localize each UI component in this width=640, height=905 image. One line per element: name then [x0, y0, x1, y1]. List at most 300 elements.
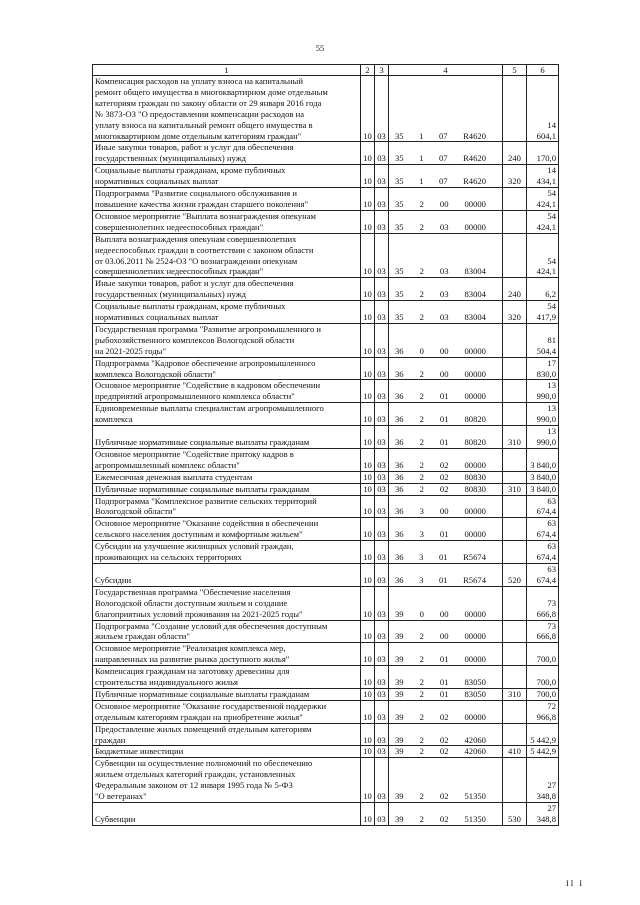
expense-type-code: 310 — [503, 483, 527, 495]
subsection-code: 03 — [375, 210, 389, 233]
subsection-code: 03 — [375, 563, 389, 586]
target-article-part: 2 — [419, 711, 424, 722]
target-article-part: 2 — [419, 221, 424, 232]
target-article-part: 3 — [419, 506, 424, 517]
target-article-code — [389, 301, 503, 324]
row-name-line: Публичные нормативные социальные выплаты гражданам — [95, 437, 310, 447]
expense-type-code — [503, 700, 527, 723]
subsection-code: 03 — [375, 323, 389, 357]
table-row — [93, 746, 559, 758]
target-article-part: 83050 — [464, 677, 486, 688]
row-name-line: Субвенции на осуществление полномочий по обеспечению — [95, 758, 313, 769]
target-article-code — [389, 471, 503, 483]
row-name-line: Компенсация гражданам на заготовку древесины для — [95, 666, 290, 677]
expense-type-code — [503, 471, 527, 483]
amount: 72 966,8 — [527, 700, 559, 723]
target-article-part: 2 — [419, 289, 424, 300]
row-name-line: на 2021-2025 годы" — [95, 345, 166, 356]
target-article-part: 2 — [419, 791, 424, 802]
subsection-code: 03 — [375, 586, 389, 620]
table-row — [93, 380, 559, 403]
target-article-part: 2 — [419, 414, 424, 425]
row-name-line: Основное мероприятие "Выплата вознаграждения опекунам — [95, 210, 316, 221]
target-article-part: 00000 — [464, 345, 486, 356]
amount: 27 348,8 — [527, 803, 559, 826]
target-article-parts — [391, 712, 500, 723]
page-number: 55 — [315, 43, 325, 53]
target-article-part: 02 — [439, 746, 449, 757]
row-name — [93, 746, 361, 758]
section-code: 10 — [361, 586, 375, 620]
row-name — [93, 666, 361, 689]
row-name-line: Субвенции — [95, 813, 136, 824]
expense-type-code — [503, 323, 527, 357]
table-row — [93, 142, 559, 165]
row-name — [93, 188, 361, 211]
target-article-code — [389, 495, 503, 518]
row-name — [93, 76, 361, 142]
row-name-line: государственных (муниципальных) нужд — [95, 289, 247, 300]
target-article-part: 2 — [419, 483, 424, 494]
target-article-parts — [391, 746, 500, 757]
row-name-line: Предоставление жилых помещений отдельным категориям — [95, 723, 312, 734]
target-article-parts — [391, 369, 500, 380]
target-article-part: 03 — [439, 312, 449, 323]
section-code: 10 — [361, 301, 375, 324]
row-name-line: Выплата вознаграждения опекунам совершеннолетних — [95, 233, 297, 244]
row-name — [93, 323, 361, 357]
amount: 3 840,0 — [527, 448, 559, 471]
target-article-part: 36 — [395, 459, 404, 470]
section-code: 10 — [361, 448, 375, 471]
table-row — [93, 483, 559, 495]
table-row — [93, 563, 559, 586]
row-name-line: Вологодской области доступным жильем и создание — [95, 597, 288, 608]
section-code: 10 — [361, 471, 375, 483]
target-article-part: 2 — [419, 312, 424, 323]
target-article-part: 3 — [419, 574, 424, 585]
target-article-part: 42060 — [464, 734, 486, 745]
target-article-code — [389, 518, 503, 541]
amount: 14 604,1 — [527, 76, 559, 142]
target-article-parts — [391, 484, 500, 495]
expense-type-code — [503, 210, 527, 233]
expense-type-code — [503, 643, 527, 666]
row-name-line: рыбохозяйственного комплексов Вологодской области — [95, 334, 295, 345]
row-name-line: предприятий агропромышленного комплекса области" — [95, 391, 295, 402]
target-article-part: 01 — [439, 529, 449, 540]
table-header-row — [93, 65, 559, 76]
row-name-line: Основное мероприятие "Содействие притоку кадров в — [95, 448, 294, 459]
target-article-part: 83004 — [464, 312, 486, 323]
section-code: 10 — [361, 563, 375, 586]
expense-type-code — [503, 403, 527, 426]
target-article-parts — [391, 814, 500, 825]
target-article-part: 36 — [395, 529, 404, 540]
target-article-part: 36 — [395, 552, 404, 563]
target-article-part: 07 — [438, 130, 448, 141]
expense-type-code: 320 — [503, 165, 527, 188]
row-name-line: граждан — [95, 734, 126, 745]
target-article-code — [389, 380, 503, 403]
amount: 3 840,0 — [527, 483, 559, 495]
target-article-code — [389, 403, 503, 426]
target-article-part: 39 — [395, 677, 404, 688]
target-article-part: 2 — [419, 734, 424, 745]
row-name-line: Иные закупки товаров, работ и услуг для обеспечения — [95, 142, 294, 153]
section-code: 10 — [361, 380, 375, 403]
target-article-part: 00000 — [464, 221, 486, 232]
target-article-parts — [391, 437, 500, 448]
target-article-code — [389, 758, 503, 803]
target-article-part: 3 — [419, 529, 424, 540]
section-code: 10 — [361, 483, 375, 495]
target-article-part: 2 — [419, 391, 424, 402]
target-article-part: 01 — [438, 574, 448, 585]
column-header-6: 6 — [527, 65, 559, 76]
row-name — [93, 563, 361, 586]
target-article-part: 35 — [395, 198, 404, 209]
row-name-line: Основное мероприятие "Оказание содействия в обеспечении — [95, 518, 319, 529]
subsection-code: 03 — [375, 142, 389, 165]
row-name-line: Единовременные выплаты специалистам агропромышленного — [95, 403, 324, 414]
subsection-code: 03 — [375, 380, 389, 403]
row-name-line: Вологодской области" — [95, 506, 177, 517]
target-article-part: 42060 — [464, 746, 486, 757]
row-name — [93, 471, 361, 483]
expense-type-code: 410 — [503, 746, 527, 758]
target-article-code — [389, 76, 503, 142]
row-name — [93, 448, 361, 471]
target-article-part: 07 — [438, 176, 448, 187]
target-article-part: 36 — [395, 471, 404, 482]
subsection-code: 03 — [375, 803, 389, 826]
subsection-code: 03 — [375, 620, 389, 643]
target-article-part: 00000 — [464, 631, 486, 642]
target-article-code — [389, 586, 503, 620]
target-article-code — [389, 233, 503, 278]
subsection-code: 03 — [375, 666, 389, 689]
subsection-code: 03 — [375, 471, 389, 483]
target-article-code — [389, 746, 503, 758]
table-row — [93, 403, 559, 426]
target-article-part: 02 — [439, 459, 449, 470]
subsection-code: 03 — [375, 541, 389, 564]
target-article-part: 00000 — [464, 654, 486, 665]
table-row — [93, 426, 559, 449]
target-article-parts — [391, 506, 500, 517]
row-name-line: комплекса — [95, 414, 133, 425]
target-article-part: 2 — [419, 654, 424, 665]
amount: 63 674,4 — [527, 563, 559, 586]
row-name-line: строительства индивидуального жилья — [95, 677, 238, 688]
expense-type-code — [503, 666, 527, 689]
section-code: 10 — [361, 278, 375, 301]
table-row — [93, 301, 559, 324]
target-article-code — [389, 803, 503, 826]
target-article-part: 00000 — [464, 608, 486, 619]
row-name — [93, 803, 361, 826]
table-row — [93, 666, 559, 689]
expense-type-code — [503, 448, 527, 471]
expense-type-code — [503, 723, 527, 746]
section-code: 10 — [361, 688, 375, 700]
target-article-part: 83050 — [464, 688, 486, 699]
row-name-line: направленных на развитие рынка доступного жилья" — [95, 654, 290, 665]
table-row — [93, 758, 559, 803]
amount: 700,0 — [527, 688, 559, 700]
table-row — [93, 165, 559, 188]
section-code: 10 — [361, 666, 375, 689]
target-article-part: 01 — [439, 391, 449, 402]
target-article-part: 01 — [438, 552, 448, 563]
expense-type-code: 320 — [503, 301, 527, 324]
subsection-code: 03 — [375, 301, 389, 324]
target-article-part: 00 — [439, 198, 449, 209]
row-name — [93, 483, 361, 495]
row-name-line: Субсидии — [95, 574, 132, 585]
target-article-parts — [391, 391, 500, 402]
target-article-part: 03 — [439, 221, 449, 232]
expense-type-code — [503, 541, 527, 564]
target-article-part: 02 — [439, 734, 449, 745]
target-article-part: 00000 — [464, 529, 486, 540]
row-name — [93, 301, 361, 324]
target-article-part: 36 — [395, 391, 404, 402]
row-name-line: комплекса Вологодской области" — [95, 368, 216, 379]
row-name — [93, 643, 361, 666]
target-article-part: 2 — [419, 471, 424, 482]
target-article-part: 01 — [439, 414, 449, 425]
amount: 73 666,8 — [527, 620, 559, 643]
target-article-part: 02 — [439, 813, 449, 824]
row-name — [93, 758, 361, 803]
amount: 81 504,4 — [527, 323, 559, 357]
expense-type-code — [503, 586, 527, 620]
target-article-part: 2 — [419, 198, 424, 209]
row-name — [93, 723, 361, 746]
table-row — [93, 643, 559, 666]
row-name-line: категориям граждан по закону области от 29 января 2016 года — [95, 97, 322, 108]
target-article-part: 35 — [395, 289, 404, 300]
target-article-parts — [391, 414, 500, 425]
subsection-code: 03 — [375, 233, 389, 278]
amount: 17 830,0 — [527, 357, 559, 380]
table-row — [93, 495, 559, 518]
target-article-part: 39 — [395, 631, 404, 642]
target-article-part: 00 — [439, 345, 449, 356]
row-name-line: Субсидии на улучшение жилищных условий граждан, — [95, 541, 294, 552]
target-article-part: 39 — [395, 608, 404, 619]
target-article-part: 51350 — [464, 791, 486, 802]
subsection-code: 03 — [375, 357, 389, 380]
table-row — [93, 210, 559, 233]
target-article-part: 02 — [439, 711, 449, 722]
target-article-part: 00000 — [464, 198, 486, 209]
row-name-line: уплату взноса на капитальный ремонт общего имущества в — [95, 119, 313, 130]
target-article-parts — [391, 266, 500, 277]
column-header-1: 1 — [93, 65, 361, 76]
target-article-part: 00 — [439, 631, 449, 642]
target-article-part: 07 — [438, 153, 448, 164]
row-name-line: Социальные выплаты гражданам, кроме публичных — [95, 301, 286, 312]
amount: 3 840,0 — [527, 471, 559, 483]
expense-type-code: 240 — [503, 278, 527, 301]
amount: 54 417,9 — [527, 301, 559, 324]
target-article-parts — [391, 631, 500, 642]
target-article-part: 2 — [419, 437, 424, 447]
table-row — [93, 586, 559, 620]
target-article-part: 39 — [395, 688, 404, 699]
target-article-parts — [391, 575, 500, 586]
expense-type-code: 530 — [503, 803, 527, 826]
section-code: 10 — [361, 323, 375, 357]
target-article-part: 36 — [395, 437, 404, 447]
target-article-part: 00000 — [464, 506, 486, 517]
row-name-line: Государственная программа "Обеспечение населения — [95, 586, 291, 597]
target-article-code — [389, 165, 503, 188]
amount: 27 348,8 — [527, 758, 559, 803]
column-header-4: 4 — [389, 65, 503, 76]
target-article-part: 36 — [395, 506, 404, 517]
subsection-code: 03 — [375, 188, 389, 211]
row-name-line: недееспособных граждан в соответствии с законом области — [95, 244, 314, 255]
target-article-code — [389, 483, 503, 495]
row-name — [93, 233, 361, 278]
amount: 63 674,4 — [527, 541, 559, 564]
section-code: 10 — [361, 188, 375, 211]
expense-type-code — [503, 76, 527, 142]
amount: 14 434,1 — [527, 165, 559, 188]
target-article-code — [389, 700, 503, 723]
amount: 6,2 — [527, 278, 559, 301]
row-name-line: сельского населения доступным и комфортным жильем" — [95, 529, 303, 540]
target-article-part: 80830 — [464, 483, 486, 494]
column-header-3: 3 — [375, 65, 389, 76]
subsection-code: 03 — [375, 700, 389, 723]
subsection-code: 03 — [375, 278, 389, 301]
target-article-part: 01 — [439, 654, 449, 665]
target-article-parts — [391, 677, 500, 688]
subsection-code: 03 — [375, 723, 389, 746]
row-name-line: Подпрограмма "Кадровое обеспечение агропромышленного — [95, 357, 316, 368]
target-article-parts — [391, 472, 500, 483]
table-row — [93, 188, 559, 211]
target-article-parts — [391, 153, 500, 164]
budget-table — [92, 64, 559, 826]
section-code: 10 — [361, 700, 375, 723]
target-article-code — [389, 666, 503, 689]
row-name-line: жильем граждан области" — [95, 631, 190, 642]
row-name-line: совершеннолетних недееспособных граждан" — [95, 221, 264, 232]
subsection-code: 03 — [375, 688, 389, 700]
row-name — [93, 620, 361, 643]
subsection-code: 03 — [375, 426, 389, 449]
target-article-code — [389, 426, 503, 449]
expense-type-code — [503, 758, 527, 803]
row-name-line: многоквартирном доме отдельным категориям граждан" — [95, 130, 302, 141]
target-article-code — [389, 323, 503, 357]
subsection-code: 03 — [375, 758, 389, 803]
target-article-part: 00000 — [464, 368, 486, 379]
amount: 13 990,0 — [527, 403, 559, 426]
row-name-line: Бюджетные инвестиции — [95, 746, 184, 757]
target-article-part: 2 — [419, 631, 424, 642]
section-code: 10 — [361, 723, 375, 746]
target-article-parts — [391, 346, 500, 357]
row-name — [93, 426, 361, 449]
target-article-part: 00 — [439, 368, 449, 379]
row-name-line: Иные закупки товаров, работ и услуг для обеспечения — [95, 278, 294, 289]
target-article-part: 01 — [439, 437, 449, 447]
expense-type-code — [503, 380, 527, 403]
target-article-part: 35 — [395, 266, 404, 277]
amount: 63 674,4 — [527, 495, 559, 518]
row-name-line: Публичные нормативные социальные выплаты гражданам — [95, 688, 310, 699]
subsection-code: 03 — [375, 483, 389, 495]
target-article-part: 80820 — [464, 414, 486, 425]
section-code: 10 — [361, 210, 375, 233]
row-name-line: Государственная программа "Развитие агропромышленного и — [95, 323, 321, 334]
target-article-code — [389, 357, 503, 380]
section-code: 10 — [361, 142, 375, 165]
target-article-parts — [391, 689, 500, 700]
section-code: 10 — [361, 426, 375, 449]
row-name-line: Ежемесячная денежная выплата студентам — [95, 471, 253, 482]
amount: 54 424,1 — [527, 233, 559, 278]
subsection-code: 03 — [375, 165, 389, 188]
row-name-line: Основное мероприятие "Реализация комплекса мер, — [95, 643, 286, 654]
subsection-code: 03 — [375, 518, 389, 541]
target-article-part: 2 — [419, 368, 424, 379]
target-article-part: 3 — [419, 552, 424, 563]
target-article-parts — [391, 199, 500, 210]
expense-type-code — [503, 357, 527, 380]
target-article-part: 39 — [395, 734, 404, 745]
amount: 73 666,8 — [527, 586, 559, 620]
target-article-code — [389, 563, 503, 586]
row-name — [93, 688, 361, 700]
amount: 700,0 — [527, 643, 559, 666]
row-name-line: от 03.06.2011 № 2524-ОЗ "О вознаграждении опекунам — [95, 255, 298, 266]
target-article-part: 1 — [419, 130, 424, 141]
target-article-part: 02 — [439, 483, 449, 494]
target-article-part: 2 — [419, 459, 424, 470]
target-article-code — [389, 448, 503, 471]
table-row — [93, 620, 559, 643]
target-article-part: 39 — [395, 711, 404, 722]
target-article-parts — [391, 529, 500, 540]
row-name-line: Основное мероприятие "Содействие в кадровом обеспечении — [95, 380, 321, 391]
row-name-line: Социальные выплаты гражданам, кроме публичных — [95, 165, 286, 176]
subsection-code: 03 — [375, 746, 389, 758]
amount: 5 442,9 — [527, 746, 559, 758]
row-name — [93, 541, 361, 564]
target-article-part: 02 — [439, 471, 449, 482]
amount: 54 424,1 — [527, 188, 559, 211]
column-header-5: 5 — [503, 65, 527, 76]
expense-type-code: 310 — [503, 688, 527, 700]
table-row — [93, 541, 559, 564]
row-name-line: Федеральным законом от 12 января 1995 года № 5-ФЗ — [95, 780, 293, 791]
target-article-parts — [391, 312, 500, 323]
section-code: 10 — [361, 76, 375, 142]
section-code: 10 — [361, 758, 375, 803]
row-name-line: агропромышленный комплекс области" — [95, 459, 240, 470]
row-name-line: Подпрограмма "Комплексное развитие сельских территорий — [95, 495, 317, 506]
target-article-part: 2 — [419, 266, 424, 277]
target-article-part: 01 — [439, 677, 449, 688]
